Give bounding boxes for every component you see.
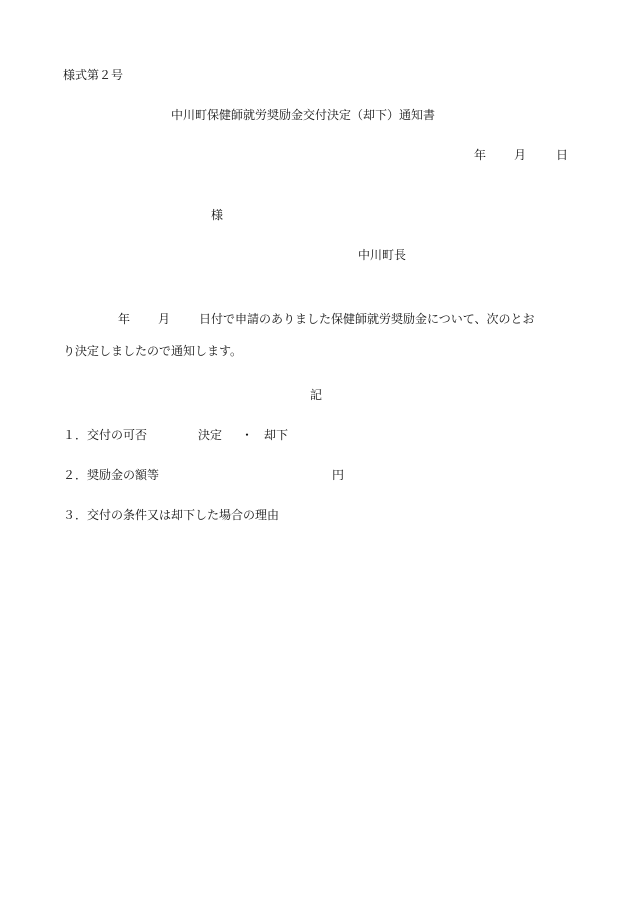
date-year-label: 年 — [474, 148, 487, 162]
item-1-option-rejected: 却下 — [264, 428, 289, 442]
item-1-separator: ・ — [241, 428, 254, 442]
form-number: 様式第２号 — [63, 68, 124, 82]
item-3-label: ３．交付の条件又は却下した場合の理由 — [63, 508, 280, 522]
item-1-option-decided: 決定 — [198, 428, 223, 442]
date-month-label: 月 — [514, 148, 527, 162]
addressee-suffix: 様 — [211, 208, 224, 222]
body-text-line-1: 日付で申請のありました保健師就労奨励金について、次のとお — [199, 312, 535, 326]
body-year-label: 年 — [118, 312, 131, 326]
item-1-label: １．交付の可否 — [63, 428, 148, 442]
item-2-unit: 円 — [332, 468, 345, 482]
item-2-label: ２．奨励金の額等 — [63, 468, 160, 482]
date-day-label: 日 — [556, 148, 569, 162]
document-title: 中川町保健師就労奨励金交付決定（却下）通知書 — [171, 108, 436, 122]
body-month-label: 月 — [158, 312, 171, 326]
ki-heading: 記 — [310, 388, 323, 402]
body-text-line-2: り決定しましたので通知します。 — [63, 344, 243, 358]
issuer-name: 中川町長 — [358, 248, 407, 262]
